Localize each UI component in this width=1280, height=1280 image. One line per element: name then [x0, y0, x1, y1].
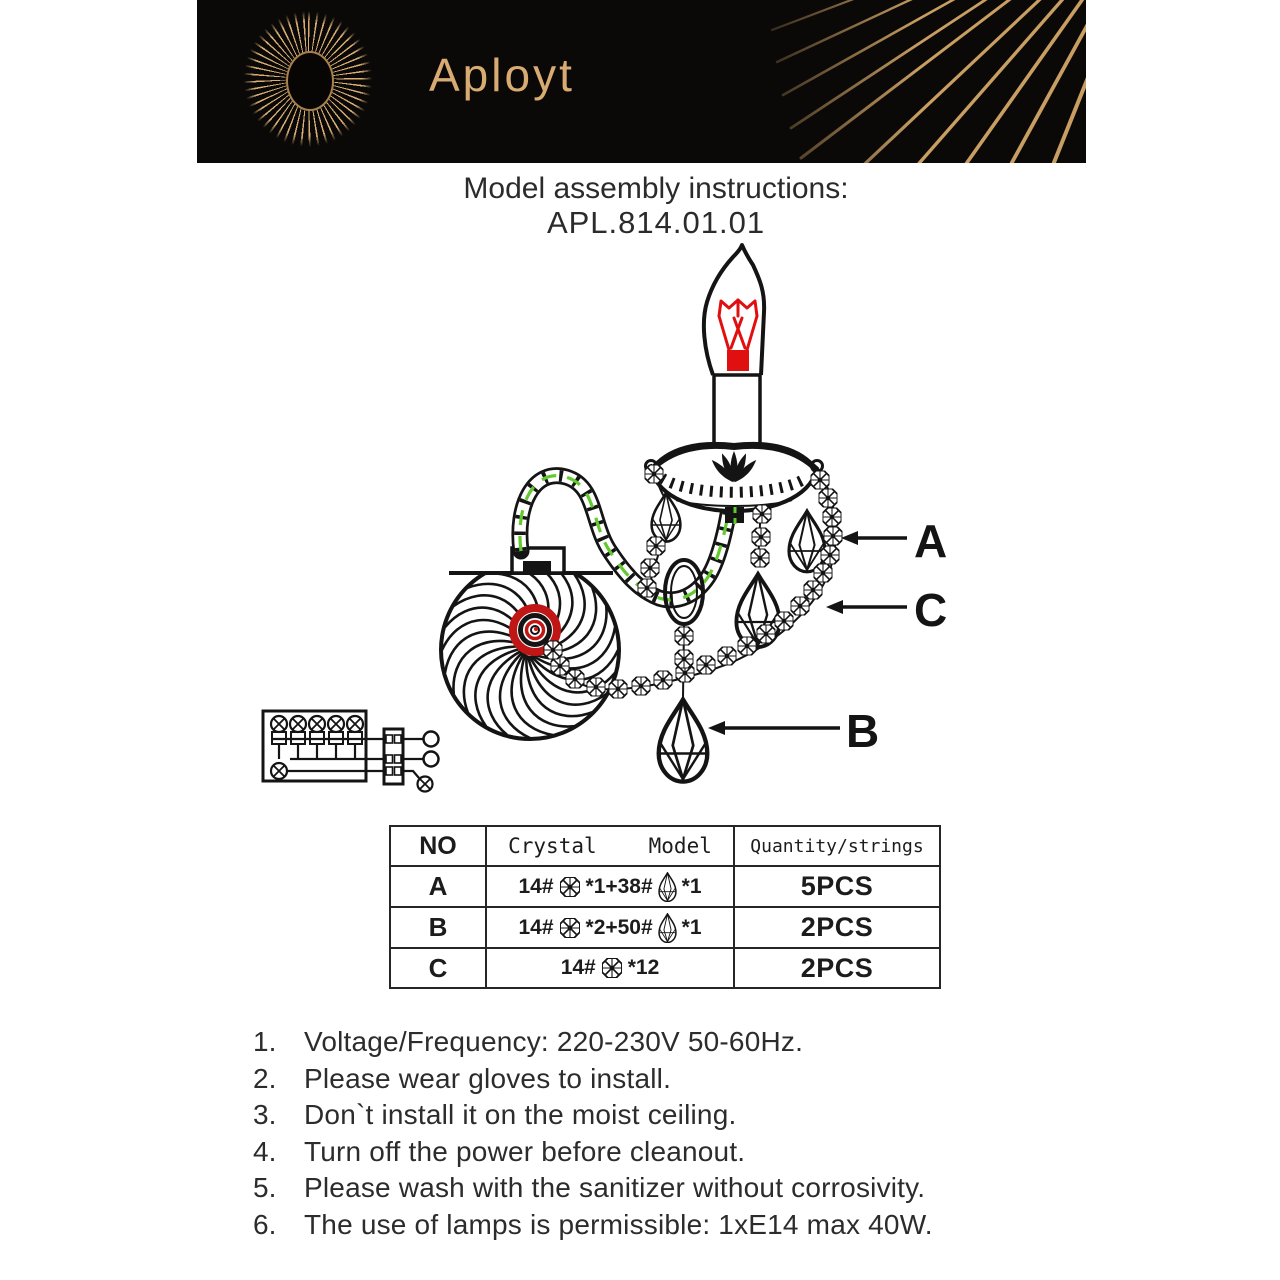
octagon-crystal-icon: [559, 917, 581, 939]
page-title: Model assembly instructions:: [463, 172, 849, 205]
teardrop-crystal-icon: [658, 913, 677, 943]
arrow-b-icon: [708, 721, 725, 735]
rays-fade: [717, 0, 1086, 163]
brand-name: Aployt: [429, 49, 575, 101]
list-item: 3. Don`t install it on the moist ceiling.: [253, 1099, 737, 1130]
svg-text:A: A: [914, 515, 948, 567]
teardrop-b: [659, 700, 708, 782]
row-a-no: A: [390, 866, 486, 907]
svg-text:B: B: [846, 705, 880, 757]
wiring-diagram: [263, 711, 439, 792]
header-no: NO: [390, 826, 486, 866]
ground-symbol-right: [418, 777, 433, 792]
table-row: [390, 866, 940, 907]
table-row: [390, 907, 940, 948]
row-b-crystal: 14# *2+50# *1: [486, 907, 734, 948]
table-row: [390, 948, 940, 988]
teardrop-crystal-icon: [658, 872, 677, 902]
list-item: 2. Please wear gloves to install.: [253, 1062, 672, 1094]
row-a-qty: 5PCS: [734, 866, 940, 907]
arrow-a-icon: [841, 531, 858, 545]
crystal-spec-table: [389, 825, 941, 989]
list-item: 6. The use of lamps is permissible: 1xE14 max 40W.: [253, 1208, 933, 1240]
list-item: 1. Voltage/Frequency: 220-230V 50-60Hz.: [253, 1026, 804, 1057]
terminal-block: [384, 729, 403, 784]
brand-banner: [197, 0, 1086, 163]
row-b-qty: 2PCS: [734, 907, 940, 948]
wire-end-2: [424, 752, 439, 767]
header-model: Model: [648, 834, 712, 858]
sconce-assembly-diagram: [0, 235, 1000, 820]
row-a-crystal: 14# *1+38# *1: [486, 866, 734, 907]
row-c-crystal: 14# *12: [486, 948, 734, 988]
octagon-crystal-icon: [559, 876, 581, 898]
label-c: [826, 584, 947, 636]
candle-bulb: [704, 245, 764, 375]
row-c-qty: 2PCS: [734, 948, 940, 988]
table-header-row: [390, 826, 940, 866]
header-qty: Quantity/strings: [734, 826, 940, 866]
label-a: [841, 515, 947, 567]
label-b: [708, 705, 879, 757]
instruction-list: [253, 1026, 1233, 1245]
model-number: APL.814.01.01: [546, 205, 766, 240]
header-crystal-model: [486, 826, 734, 866]
ground-symbol-left: [271, 763, 287, 779]
svg-text:C: C: [914, 584, 948, 636]
header-crystal: Crystal: [508, 834, 597, 858]
list-item: 4. Turn off the power before cleanout.: [253, 1135, 746, 1167]
row-c-no: C: [390, 948, 486, 988]
octagon-crystal-icon: [601, 957, 623, 979]
row-b-no: B: [390, 907, 486, 948]
arrow-c-icon: [826, 600, 843, 614]
list-item: 5. Please wash with the sanitizer without corrosivity.: [253, 1172, 926, 1203]
teardrop-a: [789, 511, 825, 572]
wire-end-1: [424, 732, 439, 747]
